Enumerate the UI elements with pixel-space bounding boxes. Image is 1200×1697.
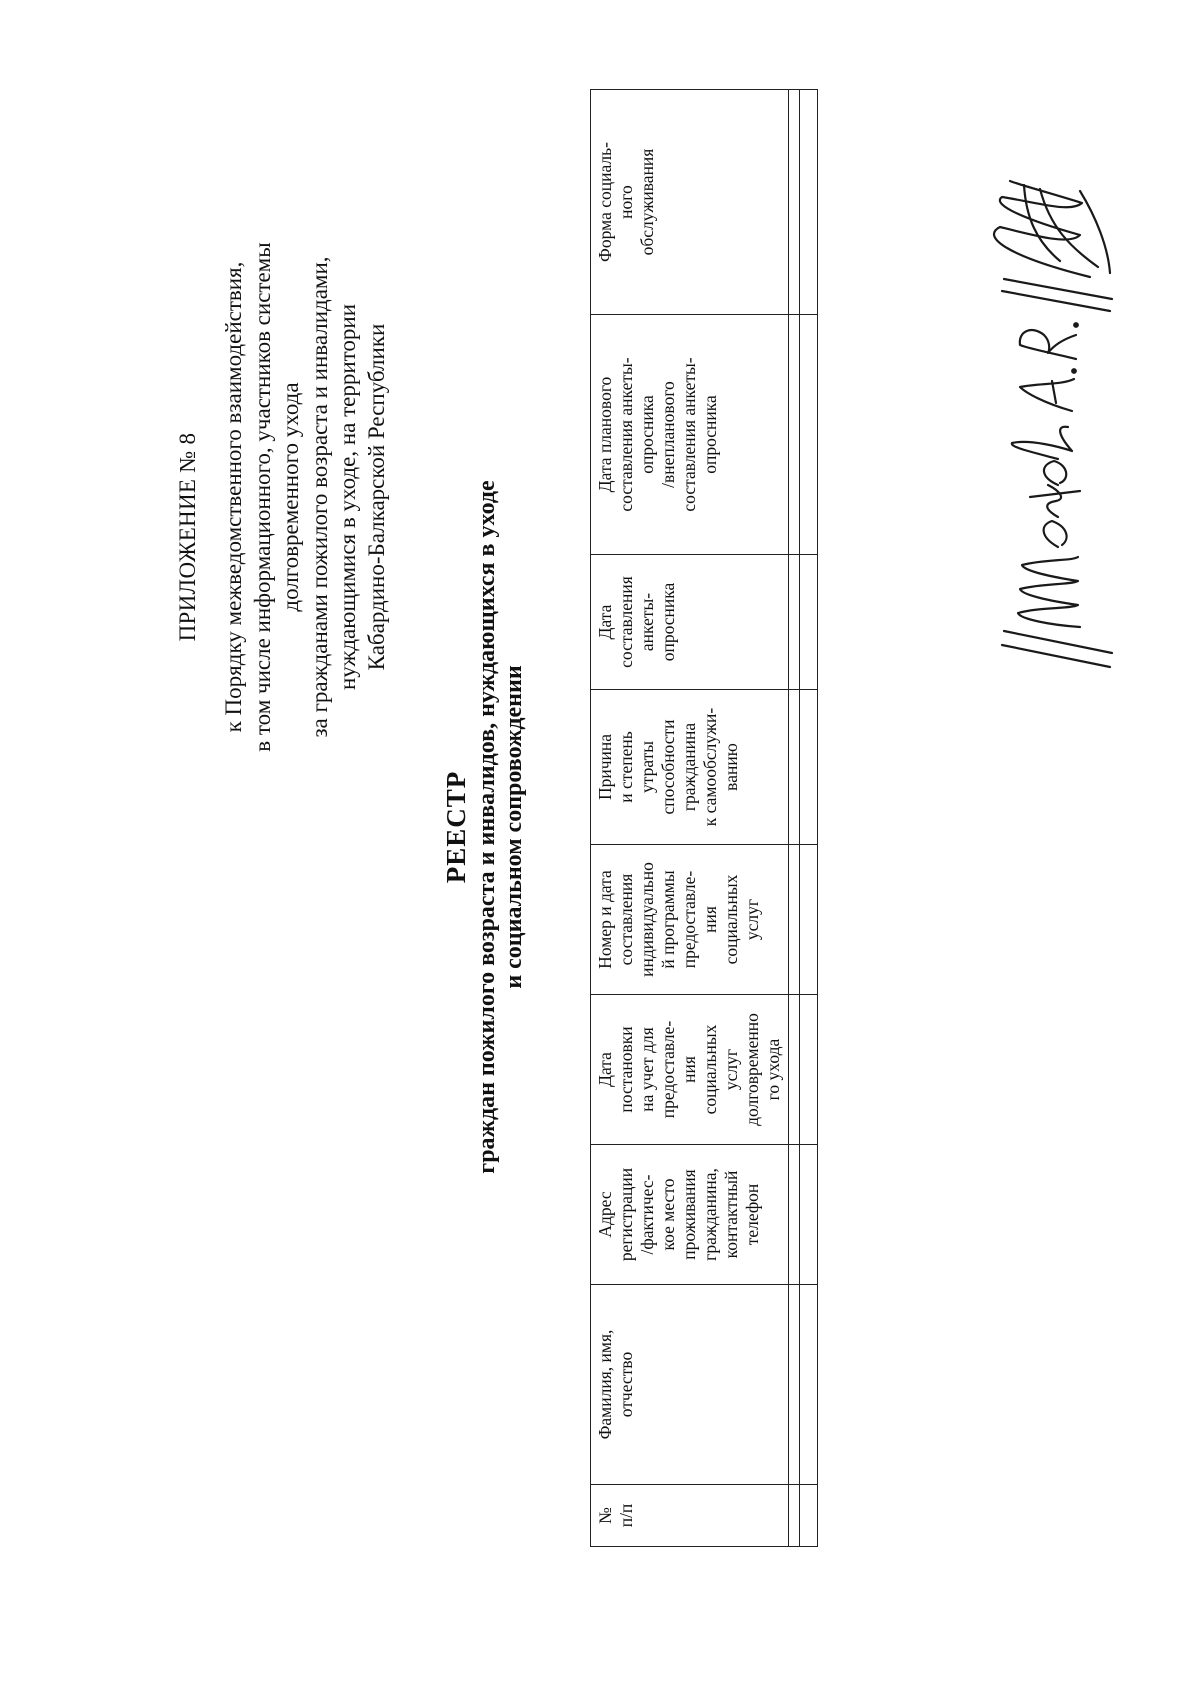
table-cell [800, 555, 818, 690]
appendix-title: ПРИЛОЖЕНИЕ № 8 [175, 432, 200, 642]
column-header-cause-of-loss: Причина и степень утраты способности гражданина к самообслужи- ванию [591, 690, 789, 845]
appendix-line: долговременного ухода [278, 382, 303, 612]
column-header-questionnaire-date: Дата составления анкеты- опросника [591, 555, 789, 690]
appendix-line: за гражданами пожилого возраста и инвалидами, [306, 256, 332, 738]
table-row [789, 90, 800, 1547]
column-header-registration-date: Дата постановки на учет для предоставле- ния социальных услуг долговременно го ухода [591, 995, 789, 1145]
table-cell [800, 845, 818, 995]
handwritten-signature [940, 177, 1140, 697]
column-header-service-form: Форма социаль- ного обслуживания [591, 90, 789, 315]
table-cell [789, 995, 800, 1145]
registry-subtitle: граждан пожилого возраста и инвалидов, нуждающихся в уходе [474, 480, 500, 1174]
registry-title: РЕЕСТР [441, 770, 471, 884]
table-cell [800, 1145, 818, 1285]
signature-icon [940, 177, 1140, 697]
table-cell [789, 845, 800, 995]
registry-table [590, 89, 818, 1547]
column-header-address: Адрес регистрации /фактичес- кое место проживания гражданина, контактный телефон [591, 1145, 789, 1285]
registry-heading [443, 317, 528, 1337]
table-header-row [591, 90, 789, 1547]
table-cell [789, 1285, 800, 1485]
column-header-planned-questionnaire-date: Дата планового составления анкеты- опросника /внепланового составления анкеты- опросника [591, 315, 789, 555]
table-cell [789, 1485, 800, 1547]
column-header-full-name: Фамилия, имя, отчество [591, 1285, 789, 1485]
table-cell [800, 315, 818, 555]
appendix-line: в том числе информационного, участников системы [249, 242, 275, 752]
table-cell [800, 1485, 818, 1547]
table-cell [789, 555, 800, 690]
table-cell [800, 690, 818, 845]
appendix-line: Кабардино-Балкарской Республики [363, 323, 389, 671]
table-cell [789, 1145, 800, 1285]
column-header-number: № п/п [591, 1485, 789, 1547]
table-row [800, 90, 818, 1547]
appendix-line: к Порядку межведомственного взаимодействия, [221, 261, 246, 733]
appendix-line: нуждающимися в уходе, на территории [335, 303, 360, 691]
table-cell [789, 315, 800, 555]
registry-subtitle: и социальном сопровождении [501, 665, 527, 989]
table-cell [800, 1285, 818, 1485]
table-cell [800, 995, 818, 1145]
column-header-program-number: Номер и дата составления индивидуально й программы предоставле- ния социальных услуг [591, 845, 789, 995]
table-cell [800, 90, 818, 315]
table-cell [789, 90, 800, 315]
appendix-caption [220, 237, 391, 757]
table-cell [789, 690, 800, 845]
